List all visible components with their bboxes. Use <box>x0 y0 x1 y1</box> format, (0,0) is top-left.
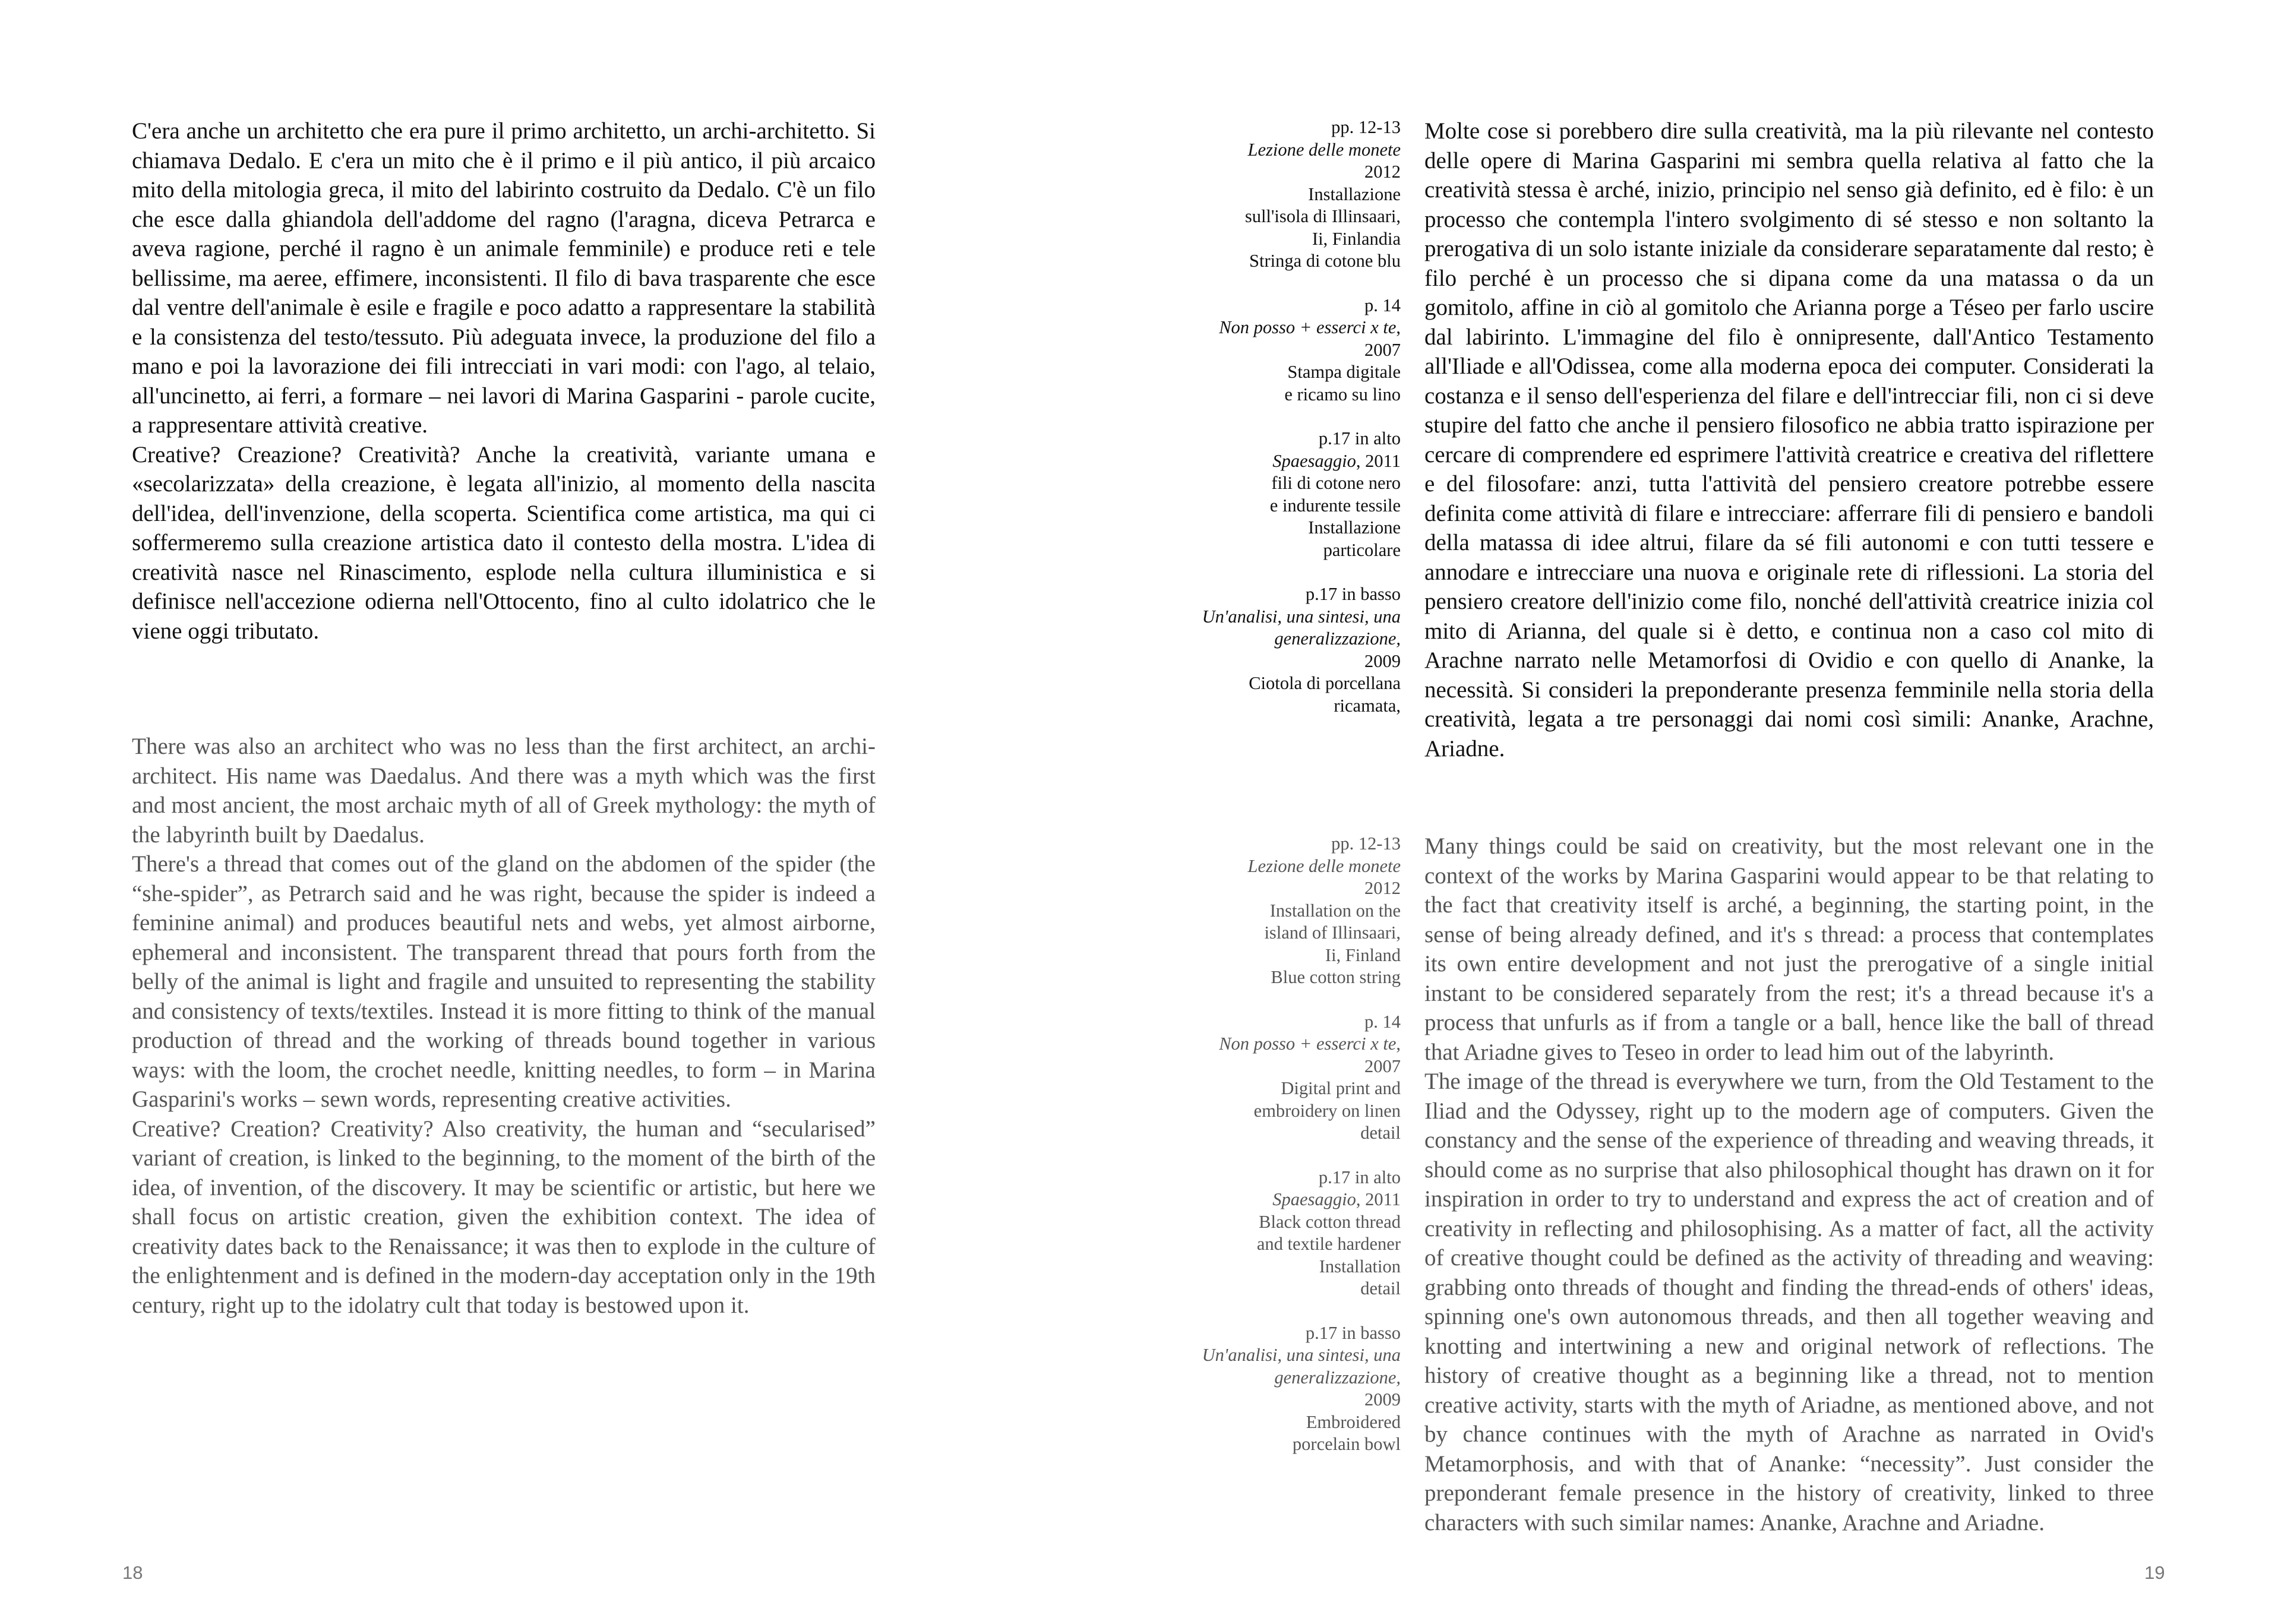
caption-line: Black cotton thread <box>1259 1211 1401 1232</box>
caption-line: Blue cotton string <box>1271 967 1401 987</box>
caption-title-line <box>1182 1189 1401 1211</box>
caption-line: and textile hardener <box>1256 1234 1401 1254</box>
caption-line: island of Illinsaari, <box>1264 922 1401 943</box>
paragraph: There's a thread that comes out of the gland on the abdomen of the spider (the “she-spider”, as Petrarch said and he was right, because the spider is indeed a feminine animal) and produces beautiful nets and webs, yet almost airborne, ephemeral and inconsistent. The transparent thread that pours forth from the belly of the animal is light and fragile and unsuited to representing the stability and consistency of texts/textiles. Instead it is more fitting to think of the manual production of thread and the working of threads bound together in various ways: with the loom, the crochet needle, knitting needles, to form – in Marina Gasparini's works – sewn words, representing creative activities. <box>132 851 876 1112</box>
caption-year: , 2011 <box>1356 450 1401 471</box>
paragraph: Creative? Creazione? Creatività? Anche la creatività, variante umana e «secolarizzata» della creazione, è legata all'inizio, al momento della nascita dell'idea, dell'invenzione, della scoperta. Scientifica come artistica, ma qui ci soffermeremo sulla creazione artistica dato il contesto della mostra. L'idea di creatività nasce nel Rinascimento, esplode nella cultura illuministica e si definisce nell'accezione odierna nell'Ottocento, fino al culto idolatrico che le viene oggi tributato. <box>132 441 876 644</box>
caption-title: Un'analisi, una sintesi, una generalizzazione, <box>1202 606 1401 649</box>
caption-line: 2009 <box>1364 1389 1401 1410</box>
caption-title-line <box>1182 450 1401 473</box>
caption <box>1182 428 1401 561</box>
caption-title: Un'analisi, una sintesi, una generalizzazione, <box>1202 1345 1401 1388</box>
caption-ref: p.17 in basso <box>1305 584 1401 604</box>
caption-title: Lezione delle monete <box>1247 139 1401 160</box>
caption-title: Spaesaggio <box>1272 1189 1356 1209</box>
caption-ref: pp. 12-13 <box>1331 117 1401 137</box>
caption-line: fili di cotone nero <box>1271 473 1401 493</box>
caption-line: Embroidered <box>1306 1411 1401 1432</box>
english-captions <box>1182 833 1401 1478</box>
caption-ref: p. 14 <box>1364 295 1401 315</box>
caption-line: Ii, Finland <box>1325 944 1401 965</box>
caption-title: Non posso + esserci x te <box>1219 317 1397 337</box>
caption-line: Installation on the <box>1269 900 1401 921</box>
caption-line: Ii, Finlandia <box>1312 228 1401 249</box>
caption-line: Ciotola di porcellana <box>1249 673 1401 693</box>
caption-line: embroidery on linen <box>1253 1100 1401 1121</box>
page-number-right: 19 <box>2144 1562 2165 1583</box>
caption <box>1182 833 1401 989</box>
caption-line: Stringa di cotone blu <box>1249 251 1401 271</box>
left-page <box>0 0 1140 1624</box>
caption-title-line <box>1182 1033 1401 1078</box>
caption-line: sull'isola di Illinsaari, <box>1244 206 1401 226</box>
caption-line: e indurente tessile <box>1269 495 1401 516</box>
caption-line: Digital print and <box>1281 1078 1401 1098</box>
english-text-block-right <box>1424 832 2154 1537</box>
paragraph: Molte cose si porebbero dire sulla creatività, ma la più rilevante nel contesto delle opere di Marina Gasparini mi sembra quella relativa al fatto che la creatività stessa è arché, inizio, principio nel senso già definito, ed è filo: è un processo che contempla l'intero svolgimento di sé stesso e non soltanto la prerogativa di un solo istante iniziale da considerare separatamente dal resto; è filo perché è un processo che si dipana come da una matassa o da un gomitolo, affine in ciò al gomitolo che Arianna porge a Téseo per farlo uscire dal labirinto. L'immagine del filo è onnipresente, dall'Antico Testamento all'Iliade e all'Odissea, come alla moderna epoca dei computer. Considerati la costanza e il senso dell'esperienza del filare e dell'intrecciar fili, non ci si deve stupire del fatto che anche il pensiero filosofico ne abbia tratto ispirazione per cercare di comprendere ed esprimere l'attività creatrice e creativa del riflettere e del filosofare: anzi, tutta l'attività del pensiero creatore potrebbe essere definita come attività di filare e intrecciare: afferrare fili di pensiero e bandoli della matassa di idee altrui, filare da sé fili autonomi e con tutti tessere e annodare e intrecciare una nuova e originale rete di riflessioni. La storia del pensiero creatore dell'inizio come filo, nonché dell'attività creatrice inizia col mito di Arianna, del quale si è detto, e continua non a caso col mito di Arachne narrato nelle Metamorfosi di Ovidio e con quello di Ananke, la necessità. Si consideri la preponderante presenza femminile nella storia della creatività, legata a tre personaggi dai nomi così simili: Ananke, Arachne, Ariadne. <box>1424 118 2154 762</box>
caption-line: Installazione <box>1308 184 1401 204</box>
caption-line: detail <box>1360 1278 1401 1298</box>
caption-ref: p.17 in alto <box>1318 1167 1401 1187</box>
caption-title: Spaesaggio <box>1272 450 1356 471</box>
caption-line: detail <box>1360 1123 1401 1143</box>
paragraph: Many things could be said on creativity, but the most relevant one in the context of the works by Marina Gasparini would appear to be that relating to the fact that creativity itself is arché, a beginning, the starting point, in the sense of being already defined, and it's s thread: a process that contemplates its own entire development and not just the prerogative of a single initial instant to be considered separately from the rest; it's a thread because it's a process that unfurls as if from a tangle or a ball, hence like the ball of thread that Ariadne gives to Teseo in order to lead him out of the labyrinth. <box>1424 833 2154 1065</box>
caption <box>1182 1322 1401 1456</box>
caption-line: Stampa digitale <box>1287 362 1401 382</box>
paragraph: The image of the thread is everywhere we turn, from the Old Testament to the Iliad and the Odyssey, right up to the modern age of computers. Given the constancy and the sense of the experience of threading and weaving threads, it should come as no surprise that also philosophical thought has drawn on it for inspiration in order to try to understand and express the act of creation and of creativity in reflecting and philosophising. As a matter of fact, all the activity of creative thought could be defined as the activity of threading and weaving: grabbing onto threads of thought and finding the thread-ends of others' ideas, spinning one's own autonomous threads, and then all together weaving and knotting and intertwining a new and original network of reflections. The history of creative thought as a beginning like a thread, not to mention creative activity, starts with the myth of Ariadne, as mentioned above, and not by chance continues with the myth of Arachne as narrated in Ovid's Metamorphosis, and with that of Ananke: “necessity”. Just consider the preponderant female presence in the history of creativity, linked to three characters with such similar names: Ananke, Arachne and Ariadne. <box>1424 1069 2154 1535</box>
caption-year: , 2007 <box>1364 317 1401 360</box>
caption-line: e ricamo su lino <box>1284 384 1401 405</box>
english-text-block-left <box>132 732 876 1320</box>
caption-title: Lezione delle monete <box>1247 855 1401 876</box>
caption-line: Installazione <box>1308 517 1401 538</box>
italian-text-block-left <box>132 116 876 646</box>
caption <box>1182 583 1401 717</box>
caption <box>1182 295 1401 406</box>
caption-line: 2012 <box>1364 162 1401 182</box>
caption-line: ricamata, <box>1334 695 1401 716</box>
caption-ref: pp. 12-13 <box>1331 833 1401 854</box>
caption-line: 2012 <box>1364 878 1401 898</box>
paragraph: There was also an architect who was no less than the first architect, an archi-architect. His name was Daedalus. And there was a myth which was the first and most ancient, the most archaic myth of all of Greek mythology: the myth of the labyrinth built by Daedalus. <box>132 734 876 848</box>
caption-year: , 2007 <box>1364 1034 1401 1076</box>
paragraph: Creative? Creation? Creativity? Also creativity, the human and “secularised” variant of creation, is linked to the beginning, to the moment of the birth of the idea, of invention, of the discovery. It may be scientific or artistic, but here we shall focus on artistic creation, given the exhibition context. The idea of creativity dates back to the Renaissance; it was then to explode in the culture of the enlightenment and is defined in the modern-day acceptation only in the 19th century, right up to the idolatry cult that today is bestowed upon it. <box>132 1116 876 1318</box>
caption-ref: p.17 in basso <box>1305 1322 1401 1343</box>
caption <box>1182 1011 1401 1145</box>
caption-ref: p.17 in alto <box>1318 428 1401 448</box>
caption-year: , 2011 <box>1356 1189 1401 1209</box>
caption <box>1182 1167 1401 1300</box>
caption-line: 2009 <box>1364 650 1401 671</box>
caption-title-line <box>1182 317 1401 361</box>
page-number-left: 18 <box>122 1562 143 1583</box>
caption-title: Non posso + esserci x te <box>1219 1034 1397 1054</box>
italian-captions <box>1182 116 1401 739</box>
paragraph: C'era anche un architetto che era pure il primo architetto, un archi-architetto. Si chiamava Dedalo. E c'era un mito che è il primo e il più antico, il più arcaico mito della mitologia greca, il mito del labirinto costruito da Dedalo. C'è un filo che esce dalla ghiandola dell'addome del ragno (l'aragna, diceva Petrarca e aveva ragione, perché il ragno è un animale femminile) e produce reti e tele bellissime, ma aeree, effimere, inconsistenti. Il filo di bava trasparente che esce dal ventre dell'animale è esile e fragile e poco adatto a rappresentare la stabilità e la consistenza del testo/tessuto. Più adeguata invece, la produzione del filo a mano e poi la lavorazione dei fili intrecciati in vari modi: con l'ago, al telaio, all'uncinetto, ai ferri, a formare – nei lavori di Marina Gasparini - parole cucite, a rappresentare attività creative. <box>132 118 876 438</box>
italian-text-block-right <box>1424 116 2154 763</box>
caption-line: Installation <box>1319 1256 1401 1277</box>
caption-ref: p. 14 <box>1364 1011 1401 1032</box>
caption-line: particolare <box>1323 539 1401 560</box>
caption-line: porcelain bowl <box>1292 1434 1401 1454</box>
caption <box>1182 116 1401 273</box>
